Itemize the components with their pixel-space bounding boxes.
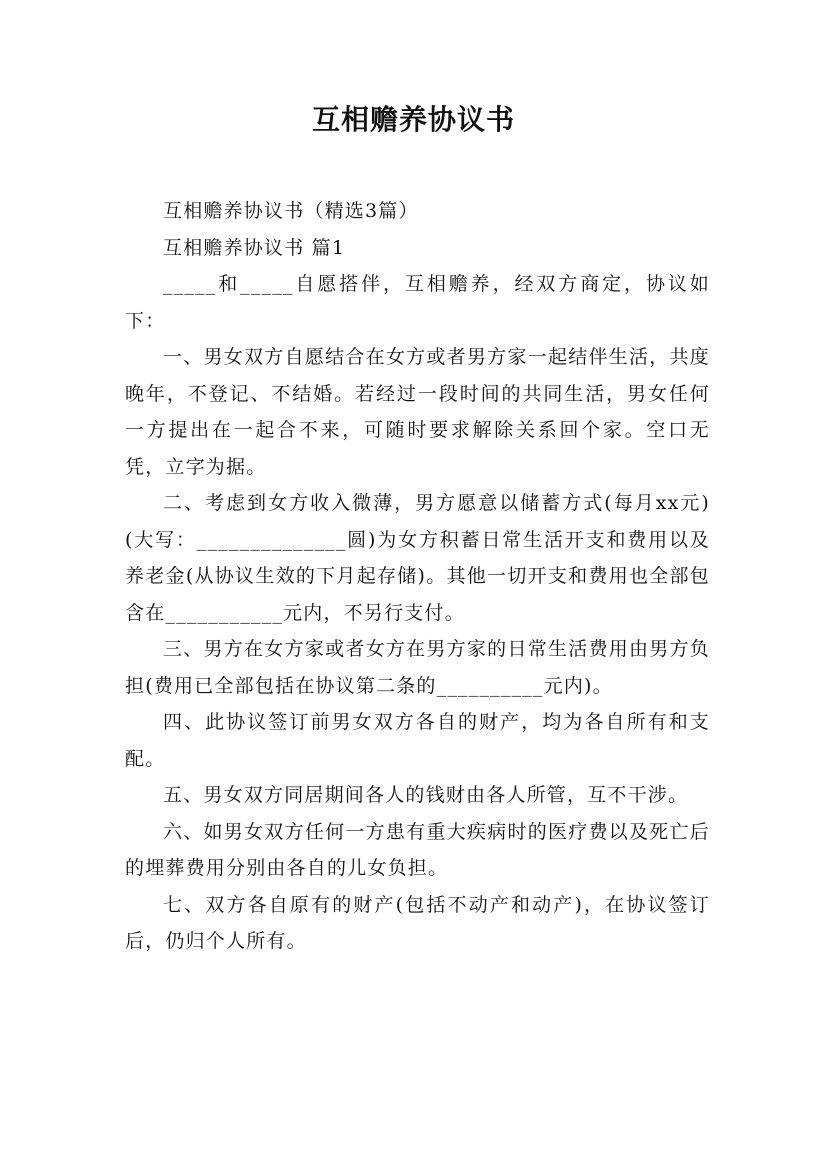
paragraph-subtitle: 互相赡养协议书（精选3篇） [163, 200, 419, 222]
paragraph-clause-5: 五、男女双方同居期间各人的钱财由各人所管，互不干涉。 [163, 784, 689, 806]
paragraph-section-heading: 互相赡养协议书 篇1 [163, 236, 346, 259]
document-body [125, 193, 710, 960]
paragraph-clause-7: 七、双方各自原有的财产(包括不动产和动产)，在协议签订后，仍归个人所有。 [125, 893, 710, 952]
paragraph-clause-3: 三、男方在女方家或者女方在男方家的日常生活费用由男方负担(费用已全部包括在协议第二条的__________元内)。 [125, 638, 710, 697]
paragraph-clause-4: 四、此协议签订前男女双方各自的财产，均为各自所有和支配。 [125, 711, 710, 770]
paragraph-clause-6: 六、如男女双方任何一方患有重大疾病时的医疗费以及死亡后的埋葬费用分别由各自的儿女负担。 [125, 820, 710, 879]
paragraph-clause-2: 二、考虑到女方收入微薄，男方愿意以储蓄方式(每月xx元)(大写：______________圆)为女方积蓄日常生活开支和费用以及养老金(从协议生效的下月起存储)。其他一切开支和费用也全部包含在___________元内，不另行支付。 [125, 492, 710, 624]
paragraph-intro: _____和_____自愿搭伴，互相赡养，经双方商定，协议如下： [125, 273, 710, 332]
document-title: 互相赡养协议书 [311, 103, 515, 136]
paragraph-clause-1: 一、男女双方自愿结合在女方或者男方家一起结伴生活，共度晚年，不登记、不结婚。若经过一段时间的共同生活，男女任何一方提出在一起合不来，可随时要求解除关系回个家。空口无凭，立字为据。 [125, 346, 710, 478]
